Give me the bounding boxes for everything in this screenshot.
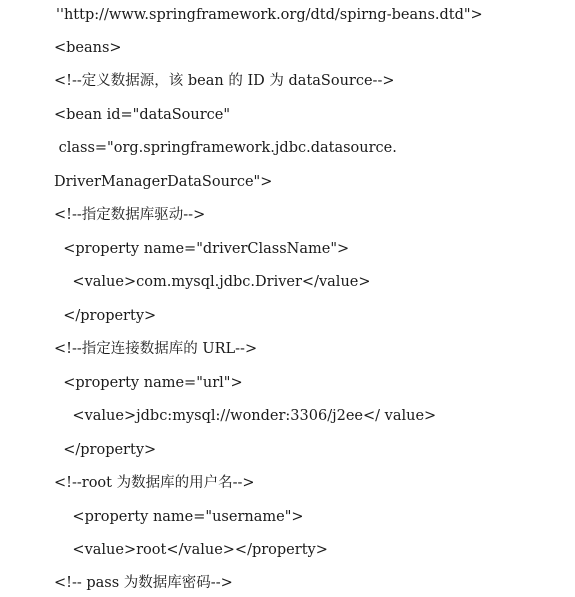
- code-line-comment-datasource: <!--定义数据源，该 bean 的 ID 为 dataSource-->: [54, 73, 395, 89]
- code-line-bean-class-cont: DriverManagerDataSource">: [54, 174, 273, 190]
- code-line-property-driver: <property name="driverClassName">: [54, 241, 350, 257]
- code-line-property-username: <property name="username">: [54, 509, 304, 525]
- code-line-value-root: <value>root</value></property>: [54, 542, 328, 558]
- code-line-property-url: <property name="url">: [54, 375, 243, 391]
- code-line-bean-id: <bean id="dataSource": [54, 107, 231, 123]
- code-line-property-close-1: </property>: [54, 308, 157, 324]
- code-line-comment-url: <!--指定连接数据库的 URL-->: [54, 341, 258, 357]
- code-line-comment-pass: <!-- pass 为数据库密码-->: [54, 575, 233, 591]
- code-line-doctype-url: ''http://www.springframework.org/dtd/spirng-beans.dtd">: [56, 7, 483, 23]
- code-line-beans-open: <beans>: [54, 40, 122, 56]
- code-line-property-close-2: </property>: [54, 442, 157, 458]
- code-line-comment-root: <!--root 为数据库的用户名-->: [54, 475, 255, 491]
- code-line-value-driver: <value>com.mysql.jdbc.Driver</value>: [54, 274, 371, 290]
- code-line-value-url: <value>jdbc:mysql://wonder:3306/j2ee</ value>: [54, 408, 437, 424]
- code-line-comment-driver: <!--指定数据库驱动-->: [54, 207, 206, 223]
- code-line-bean-class: class="org.springframework.jdbc.datasource.: [54, 140, 397, 156]
